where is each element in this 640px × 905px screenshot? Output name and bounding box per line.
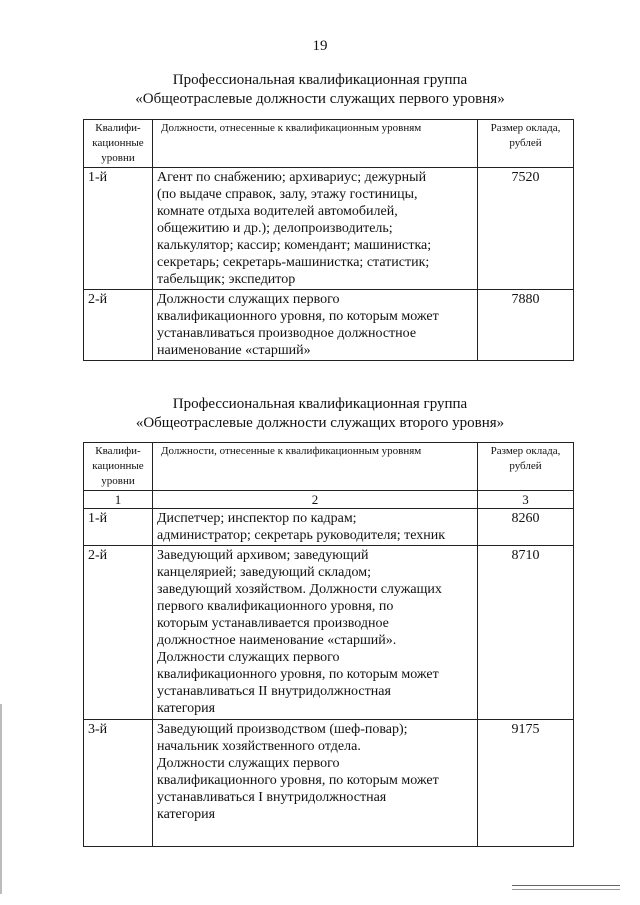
row-level: 1-й bbox=[84, 509, 153, 546]
row-positions: Агент по снабжению; архивариус; дежурный (по выдаче справок, залу, этажу гостиницы, комнате отдыха водителей автомобилей, общежитию и др.); делопроизводитель; калькулятор; кассир; комендант; машинистка; секретарь; секретарь-машинистка; статистик; табельщик; экспедитор bbox=[153, 168, 478, 290]
table-header-row bbox=[84, 443, 574, 491]
row-level: 1-й bbox=[84, 168, 153, 290]
group-title-line: «Общеотраслевые должности служащих первого уровня» bbox=[135, 91, 505, 107]
qualification-table-second-level bbox=[83, 442, 574, 847]
group-title-line: Профессиональная квалификационная группа bbox=[172, 396, 468, 412]
column-number: 1 bbox=[84, 491, 153, 509]
row-positions: Должности служащих первого квалификационного уровня, по которым может устанавливаться производное должностное наименование «старший» bbox=[153, 290, 478, 361]
row-salary: 8710 bbox=[478, 546, 574, 720]
row-level: 2-й bbox=[84, 290, 153, 361]
column-number-row bbox=[84, 491, 574, 509]
header-salary: Размер оклада, рублей bbox=[478, 443, 574, 491]
table-row bbox=[84, 168, 574, 290]
row-salary: 8260 bbox=[478, 509, 574, 546]
header-level: Квалифи- кационные уровни bbox=[84, 443, 153, 491]
table-row bbox=[84, 720, 574, 847]
table-header-row bbox=[84, 120, 574, 168]
row-positions: Заведующий производством (шеф-повар); начальник хозяйственного отдела. Должности служащих первого квалификационного уровня, по которым может устанавливаться I внутридолжностная категория bbox=[153, 720, 478, 847]
row-level: 3-й bbox=[84, 720, 153, 847]
scan-margin-mark bbox=[0, 704, 2, 894]
table-row bbox=[84, 290, 574, 361]
group-title-line: Профессиональная квалификационная группа bbox=[172, 72, 468, 88]
row-salary: 7880 bbox=[478, 290, 574, 361]
column-number: 3 bbox=[478, 491, 574, 509]
column-number: 2 bbox=[153, 491, 478, 509]
header-positions: Должности, отнесенные к квалификационным уровням bbox=[153, 443, 478, 491]
row-level: 2-й bbox=[84, 546, 153, 720]
table-row bbox=[84, 509, 574, 546]
row-salary: 7520 bbox=[478, 168, 574, 290]
page-number: 19 bbox=[312, 38, 328, 54]
header-salary: Размер оклада, рублей bbox=[478, 120, 574, 168]
group-title-first-level bbox=[0, 71, 640, 109]
footer-rule bbox=[512, 889, 620, 890]
group-title-second-level bbox=[0, 395, 640, 433]
row-positions: Заведующий архивом; заведующий канцелярией; заведующий складом; заведующий хозяйством. Должности служащих первого квалификационного уровня, по которым устанавливается производное должностное наименование «старший». Должности служащих первого квалификационного уровня, по которым может устанавливаться II внутридолжностная категория bbox=[153, 546, 478, 720]
qualification-table-first-level bbox=[83, 119, 574, 361]
header-level: Квалифи- кационные уровни bbox=[84, 120, 153, 168]
footer-rule bbox=[512, 885, 620, 886]
row-salary: 9175 bbox=[478, 720, 574, 847]
row-positions: Диспетчер; инспектор по кадрам; администратор; секретарь руководителя; техник bbox=[153, 509, 478, 546]
table-row bbox=[84, 546, 574, 720]
group-title-line: «Общеотраслевые должности служащих второго уровня» bbox=[135, 415, 505, 431]
header-positions: Должности, отнесенные к квалификационным уровням bbox=[153, 120, 478, 168]
